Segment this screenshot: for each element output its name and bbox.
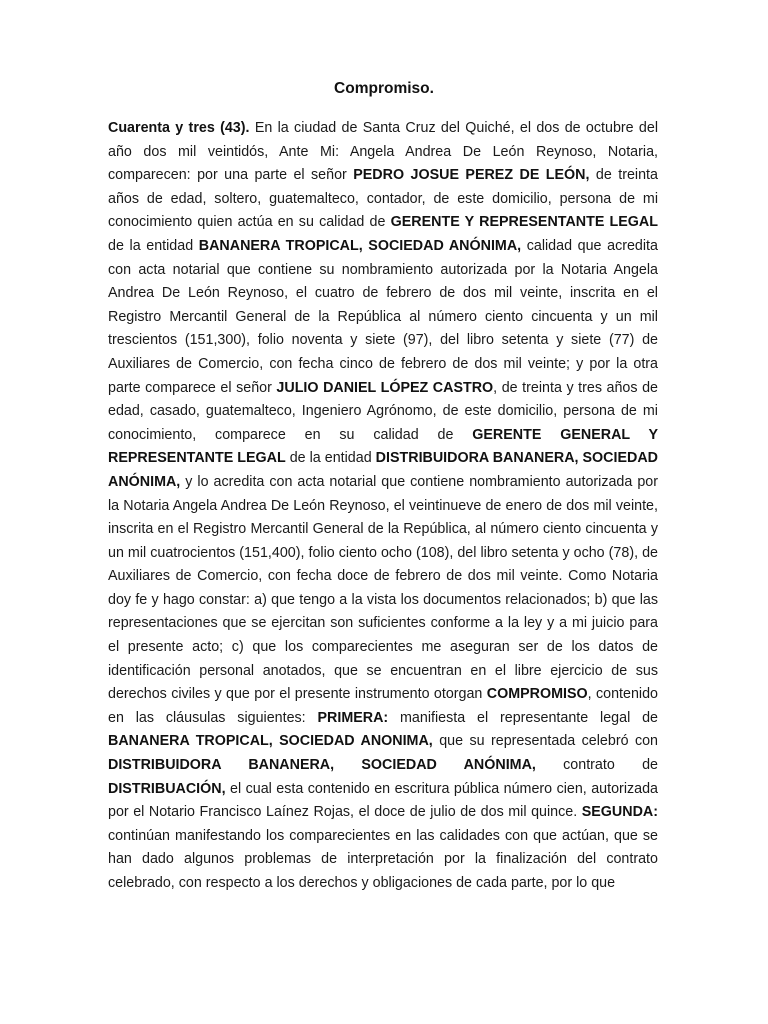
document-body: [108, 117, 658, 896]
text-run: que su representada celebró con: [432, 733, 658, 750]
text-run: manifiesta el representante legal de: [388, 709, 658, 726]
document-title: Compromiso.: [334, 80, 434, 97]
text-run: el cual esta contenido en escritura pública número cien, autorizada por el Notario Francisco Laínez Rojas, el doce de julio de dos mil quince.: [108, 780, 658, 821]
text-run: de la entidad: [108, 237, 199, 254]
bold-text-run: BANANERA TROPICAL, SOCIEDAD ANONIMA,: [108, 733, 433, 750]
text-run: contrato de: [535, 757, 658, 774]
bold-text-run: JULIO DANIEL LÓPEZ CASTRO: [276, 379, 494, 396]
bold-text-run: DISTRIBUIDORA BANANERA, SOCIEDAD ANÓNIMA,: [108, 757, 536, 774]
bold-text-run: GERENTE Y REPRESENTANTE LEGAL: [390, 214, 658, 231]
bold-text-run: SEGUNDA:: [581, 804, 658, 821]
bold-text-run: DISTRIBUIDORA BANANERA, SOCIEDAD ANÓNIMA,: [108, 450, 658, 490]
bold-text-run: PRIMERA:: [317, 709, 389, 726]
bold-text-run: GERENTE GENERAL Y REPRESENTANTE LEGAL: [108, 426, 658, 467]
text-run: calidad que acredita con acta notarial que contiene su nombramiento autorizada por la Notaria Angela Andrea De León Reynoso, el cuatro de febrero de dos mil veinte, inscrita en el Registro Mercantil General de la República al número ciento cincuenta y un mil trescientos (151,300), folio noventa y siete (97), del libro setenta y siete (77) de Auxiliares de Comercio, con fecha cinco de febrero de dos mil veinte; y por la otra parte comparece el señor: [108, 237, 658, 396]
text-run: de treinta años de edad, soltero, guatemalteco, contador, de este domicilio, persona de mi conocimiento quien actúa en su calidad de: [108, 167, 658, 231]
bold-text-run: PEDRO JOSUE PEREZ DE LEÓN,: [353, 167, 590, 184]
text-run: , de treinta y tres años de edad, casado, guatemalteco, Ingeniero Agrónomo, de este domicilio, persona de mi conocimiento, comparece en su calidad de: [108, 379, 658, 443]
text-run: , contenido en las cláusulas siguientes:: [108, 686, 658, 726]
text-run: de la entidad: [285, 450, 376, 467]
text-run: En la ciudad de Santa Cruz del Quiché, el dos de octubre del año dos mil veintidós, Ante Mi: Angela Andrea De León Reynoso, Notaria, comparecen: por una parte el señor: [108, 120, 658, 184]
text-run: y lo acredita con acta notarial que contiene nombramiento autorizada por la Notaria Angela Andrea De León Reynoso, el veintinueve de enero de dos mil veinte, inscrita en el Registro Mercantil General de la República, al número ciento cincuenta y un mil cuatrocientos (151,400), folio ciento ocho (108), del libro setenta y ocho (78), de Auxiliares de Comercio, con fecha doce de febrero de dos mil veinte. Como Notaria doy fe y hago constar: a) que tengo a la vista los documentos relacionados; b) que las representaciones que se ejercitan son suficientes conforme a la ley y a mi juicio para el presente acto; c) que los comparecientes me aseguran ser de los datos de identificación personal anotados, que se encuentran en el libre ejercicio de sus derechos civiles y que por el presente instrumento otorgan: [108, 473, 658, 703]
bold-text-run: DISTRIBUACIÓN,: [108, 780, 226, 797]
bold-text-run: Cuarenta y tres (43).: [108, 120, 250, 136]
bold-text-run: COMPROMISO: [486, 686, 588, 703]
text-run: continúan manifestando los comparecientes en las calidades con que actúan, que se han dado algunos problemas de interpretación por la finalización del contrato celebrado, con respecto a los derechos y obligaciones de cada parte, por lo que: [108, 827, 658, 891]
bold-text-run: BANANERA TROPICAL, SOCIEDAD ANÓNIMA,: [198, 237, 522, 254]
